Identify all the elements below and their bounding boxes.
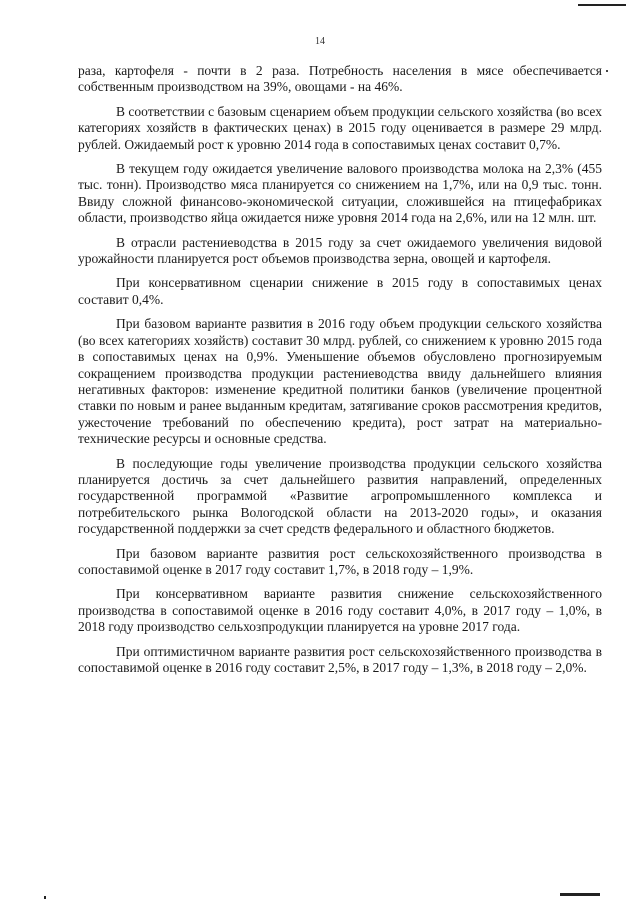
paragraph-1: раза, картофеля - почти в 2 раза. Потребность населения в мясе обеспечивается собственным производством на 39%, овощами - на 46%. <box>78 63 602 95</box>
scan-edge-mark-top <box>578 4 626 6</box>
scan-edge-mark-bottom-left <box>44 896 46 899</box>
page-number: 14 <box>315 36 325 47</box>
paragraph-5: При консервативном сценарии снижение в 2015 году в сопоставимых ценах составит 0,4%. <box>78 275 602 307</box>
paragraph-10: При оптимистичном варианте развития рост сельскохозяйственного производства в сопоставимой оценке в 2016 году составит 2,5%, в 2017 году – 1,3%, в 2018 году – 2,0%. <box>78 643 602 675</box>
paragraph-9: При консервативном варианте развития снижение сельскохозяйственного производства в сопоставимой оценке в 2016 году составит 4,0%, в 2017 году – 1,0%, в 2018 году производство сельхозпродукции планируется на уровне 2017 года. <box>78 586 602 635</box>
scan-speck <box>606 70 608 72</box>
paragraph-7: В последующие годы увеличение производства продукции сельского хозяйства планируется достичь за счет дальнейшего развития направлений, определенных государственной программой «Развитие агропромышленного комплекса и потребительского рынка Вологодской области на 2013-2020 годы», и оказания государственной поддержки за счет средств федерального и областного бюджетов. <box>78 455 602 537</box>
paragraph-2: В соответствии с базовым сценарием объем продукции сельского хозяйства (во всех категориях хозяйств в фактических ценах) в 2015 году оценивается в размере 29 млрд. рублей. Ожидаемый рост к уровню 2014 года в сопоставимых ценах составит 0,7%. <box>78 103 602 152</box>
document-body <box>78 63 602 684</box>
paragraph-3: В текущем году ожидается увеличение валового производства молока на 2,3% (455 тыс. тонн). Производство мяса планируется со снижением на 1,7%, или на 0,9 тыс. тонн. Ввиду сложной финансово-экономической ситуации, сложившейся на птицефабриках области, производство яйца ожидается ниже уровня 2014 года на 2,6%, или на 12 млн. шт. <box>78 161 602 226</box>
scan-edge-mark-bottom-right <box>560 893 600 896</box>
paragraph-6: При базовом варианте развития в 2016 году объем продукции сельского хозяйства (во всех категориях хозяйств) составит 30 млрд. рублей, со снижением к уровню 2015 года в сопоставимых ценах на 0,9%. Уменьшение объемов обусловлено прогнозируемым сокращением производства продукции растениеводства ввиду дальнейшего влияния негативных факторов: изменение кредитной политики банков (увеличение процентной ставки по новым и ранее выданным кредитам, затягивание сроков рассмотрения кредитов, ужесточение требований по обеспечению кредита), рост затрат на материально-технические ресурсы и основные средства. <box>78 316 602 447</box>
paragraph-4: В отрасли растениеводства в 2015 году за счет ожидаемого увеличения видовой урожайности планируется рост объемов производства зерна, овощей и картофеля. <box>78 234 602 267</box>
paragraph-8: При базовом варианте развития рост сельскохозяйственного производства в сопоставимой оценке в 2017 году составит 1,7%, в 2018 году – 1,9%. <box>78 545 602 577</box>
